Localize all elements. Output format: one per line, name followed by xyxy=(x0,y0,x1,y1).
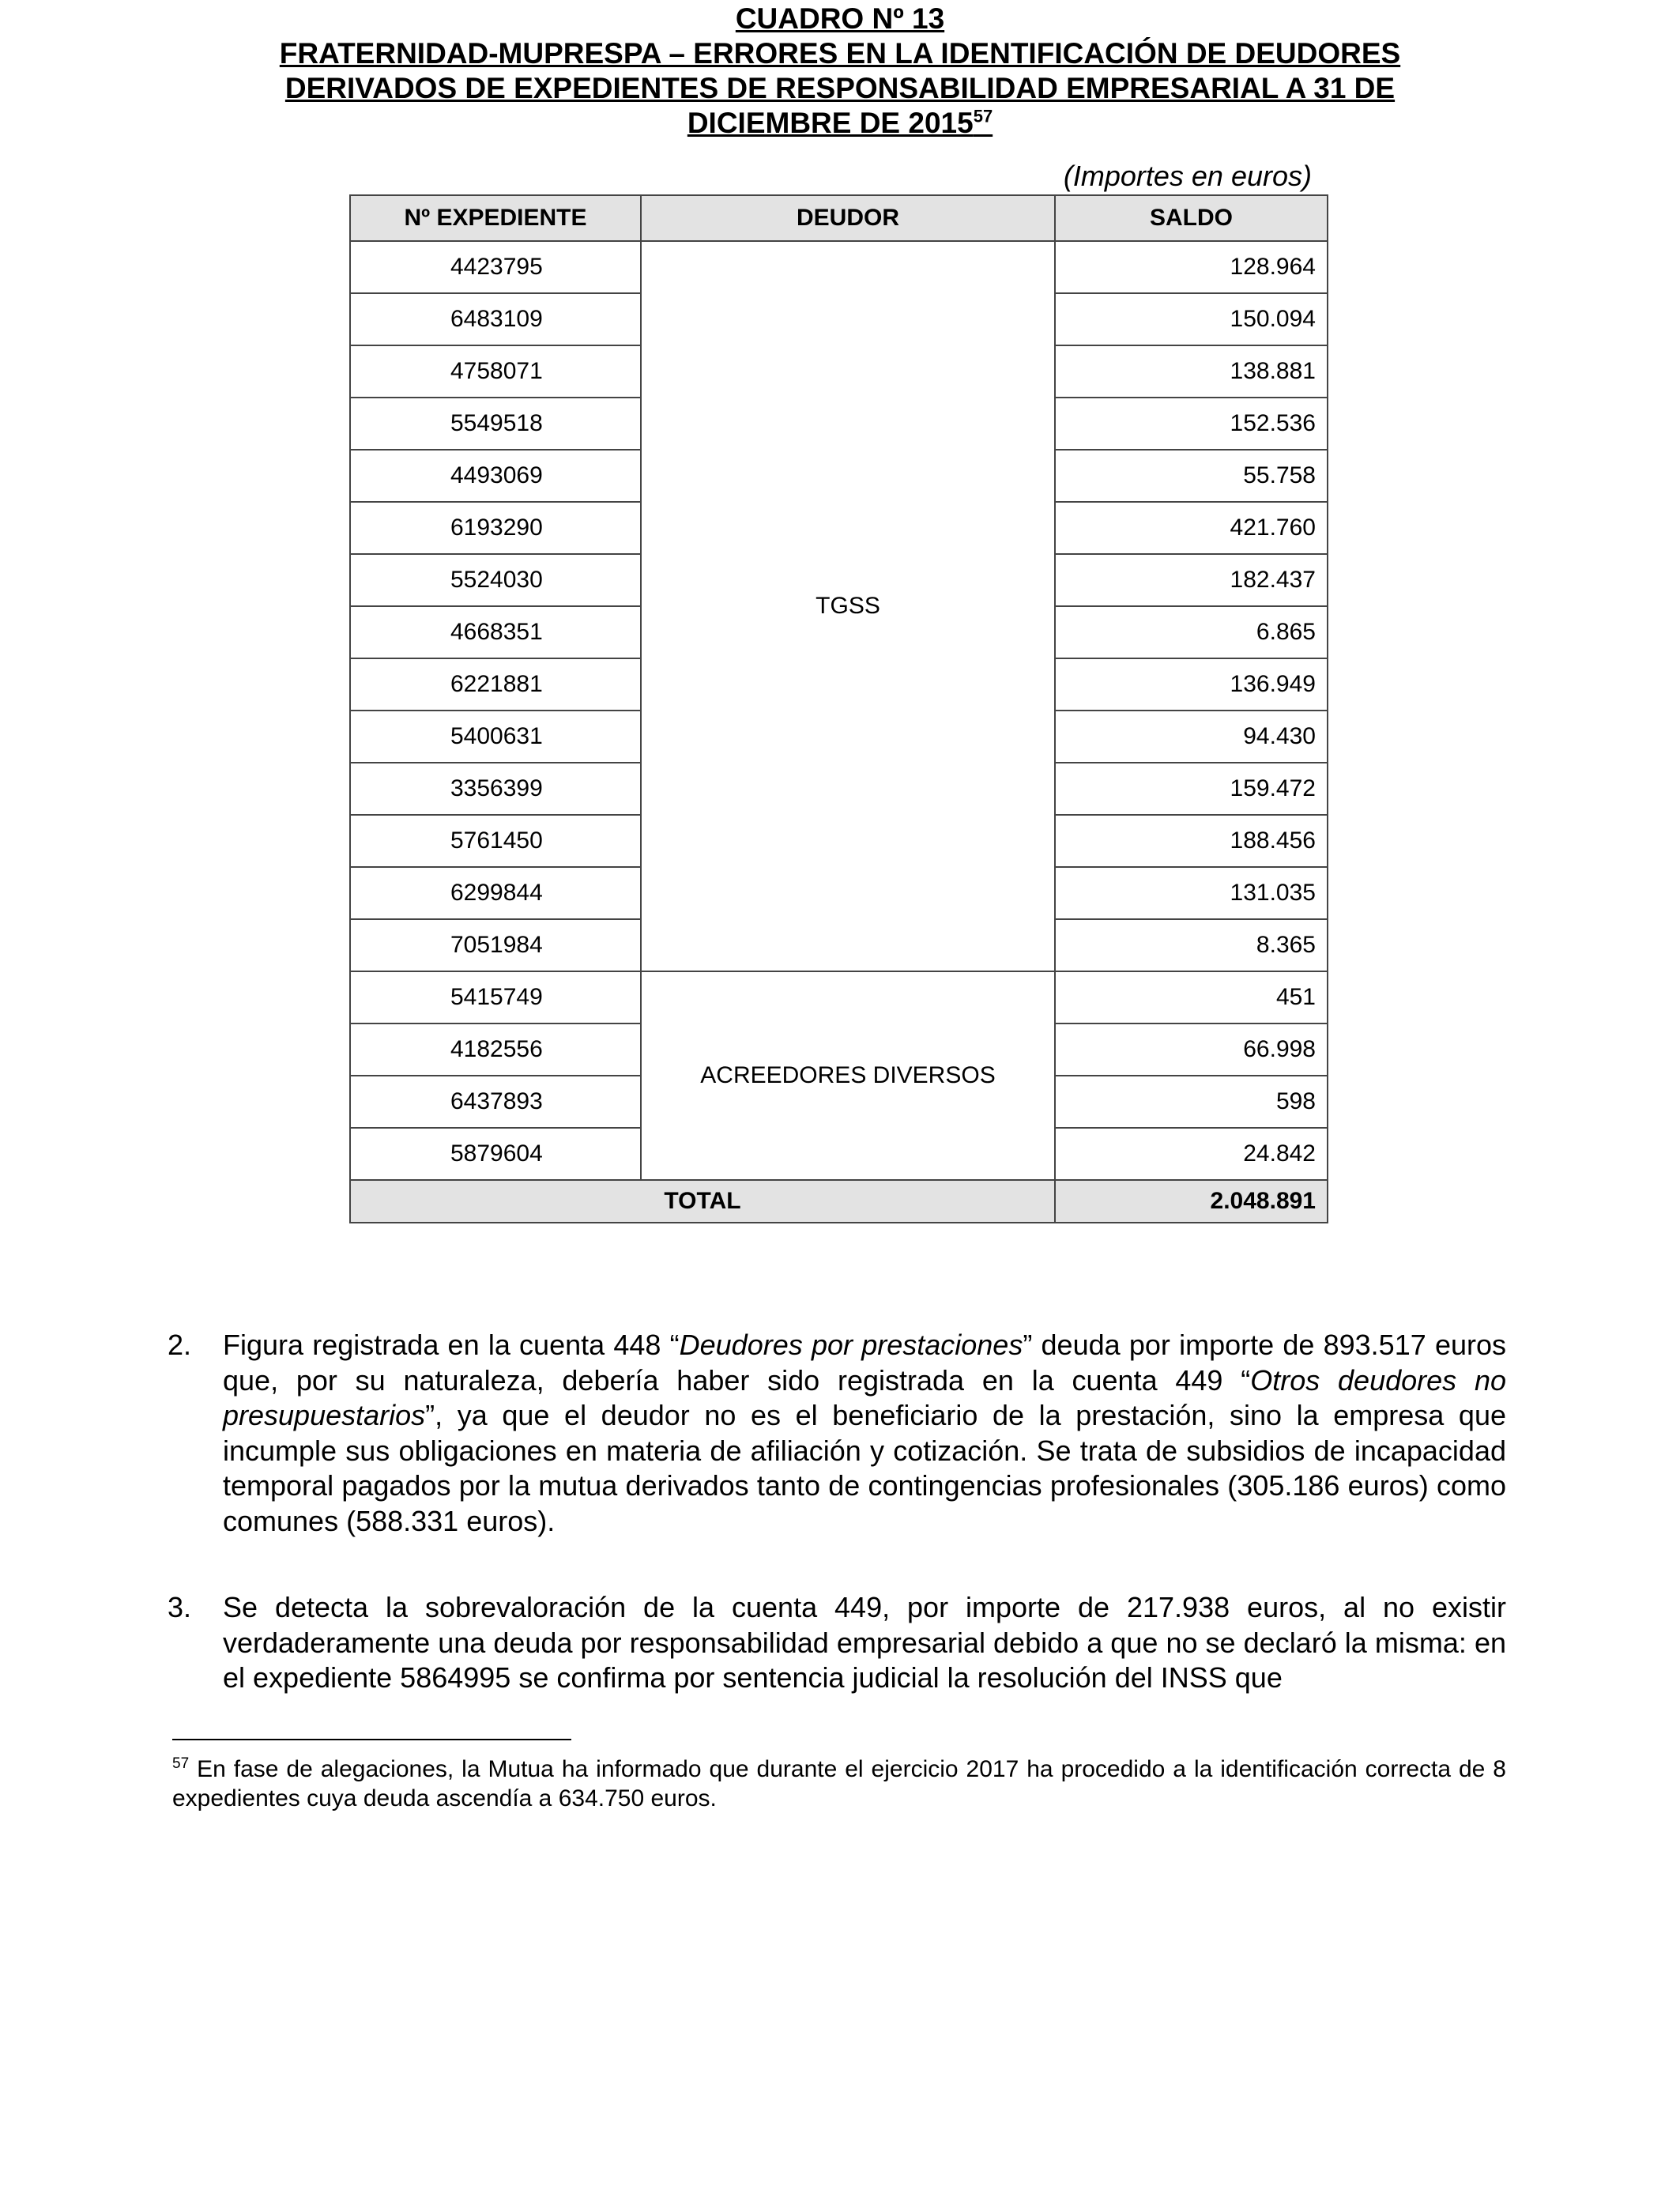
cell-expediente: 5524030 xyxy=(350,554,641,606)
cell-expediente: 5879604 xyxy=(350,1128,641,1180)
italic-account-name: Deudores por prestaciones xyxy=(679,1329,1023,1361)
footnote-separator xyxy=(172,1739,571,1740)
header-expediente: Nº EXPEDIENTE xyxy=(350,195,641,241)
cell-saldo: 152.536 xyxy=(1055,398,1328,450)
paragraph-segment: Se detecta la sobrevaloración de la cuenta 449, por importe de 217.938 euros, al no existir verdaderamente una deuda por responsabilidad empresarial debido a que no se declaró la misma: en el expediente 5864995 se confirma por sentencia judicial la resolución del INSS que xyxy=(223,1591,1506,1694)
cell-saldo: 188.456 xyxy=(1055,815,1328,867)
italic-account-name: Otros deudores no presupuestarios xyxy=(223,1363,1506,1431)
footnote-marker: 57 xyxy=(172,1755,190,1772)
cell-expediente: 6483109 xyxy=(350,293,641,345)
cell-saldo: 8.365 xyxy=(1055,919,1328,971)
cell-saldo: 182.437 xyxy=(1055,554,1328,606)
cell-saldo: 451 xyxy=(1055,971,1328,1023)
cell-saldo: 128.964 xyxy=(1055,241,1328,293)
paragraph-segment: ”, ya que el deudor no es el beneficiario de la prestación, sino la empresa que incumple sus obligaciones en materia de afiliación y cotización. Se trata de subsidios de incapacidad temporal pagados por la mutua derivados tanto de contingencias profesionales (305.186 euros) como comunes (588.331 euros). xyxy=(223,1399,1506,1537)
paragraph-segment: ” deuda por importe de 893.517 euros que, por su naturaleza, debería haber sido registrada en la cuenta 449 “ xyxy=(223,1329,1507,1397)
cell-saldo: 55.758 xyxy=(1055,450,1328,502)
cell-saldo: 598 xyxy=(1055,1076,1328,1128)
table-header-row xyxy=(350,195,1328,241)
cell-expediente: 6437893 xyxy=(350,1076,641,1128)
total-label: TOTAL xyxy=(350,1180,1055,1223)
cell-expediente: 5415749 xyxy=(350,971,641,1023)
cell-expediente: 6221881 xyxy=(350,658,641,711)
debtors-table xyxy=(349,194,1328,1223)
cell-expediente: 4182556 xyxy=(350,1023,641,1076)
cell-expediente: 4493069 xyxy=(350,450,641,502)
table-row xyxy=(350,971,1328,1023)
paragraph-2-text xyxy=(223,1328,1506,1539)
cell-expediente: 6299844 xyxy=(350,867,641,919)
cell-deudor: ACREEDORES DIVERSOS xyxy=(641,971,1055,1180)
cell-saldo: 24.842 xyxy=(1055,1128,1328,1180)
heading-line-1: CUADRO Nº 13 xyxy=(735,2,945,35)
paragraph-segment: Figura registrada en la cuenta 448 “ xyxy=(223,1329,680,1361)
cell-expediente: 7051984 xyxy=(350,919,641,971)
heading-line-4-text: DICIEMBRE DE 2015 xyxy=(687,107,974,139)
cell-deudor: TGSS xyxy=(641,241,1055,971)
cell-expediente: 6193290 xyxy=(350,502,641,554)
table-row xyxy=(350,241,1328,293)
cell-expediente: 4423795 xyxy=(350,241,641,293)
cell-expediente: 4668351 xyxy=(350,606,641,658)
total-value: 2.048.891 xyxy=(1055,1180,1328,1223)
heading-footnote-ref[interactable]: 57 xyxy=(973,106,993,126)
heading-line-2: FRATERNIDAD-MUPRESPA – ERRORES EN LA IDENTIFICACIÓN DE DEUDORES xyxy=(279,37,1401,70)
paragraph-2 xyxy=(168,1328,1507,1539)
header-deudor: DEUDOR xyxy=(641,195,1055,241)
table-body xyxy=(350,241,1328,1223)
paragraph-2-number: 2. xyxy=(168,1329,192,1361)
header-saldo: SALDO xyxy=(1055,195,1328,241)
cell-expediente: 4758071 xyxy=(350,345,641,398)
cell-saldo: 421.760 xyxy=(1055,502,1328,554)
table-heading xyxy=(158,2,1522,141)
total-row xyxy=(350,1180,1328,1223)
cell-saldo: 6.865 xyxy=(1055,606,1328,658)
paragraph-3 xyxy=(168,1590,1506,1696)
cell-saldo: 138.881 xyxy=(1055,345,1328,398)
footnote-text: En fase de alegaciones, la Mutua ha informado que durante el ejercicio 2017 ha procedido a la identificación correcta de 8 expedientes cuya deuda ascendía a 634.750 euros. xyxy=(172,1756,1506,1811)
cell-expediente: 3356399 xyxy=(350,763,641,815)
cell-saldo: 131.035 xyxy=(1055,867,1328,919)
paragraph-3-number: 3. xyxy=(168,1591,192,1623)
paragraph-3-text xyxy=(223,1590,1506,1696)
cell-saldo: 66.998 xyxy=(1055,1023,1328,1076)
footnote-57 xyxy=(172,1755,1506,1813)
cell-expediente: 5400631 xyxy=(350,711,641,763)
heading-line-3: DERIVADOS DE EXPEDIENTES DE RESPONSABILIDAD EMPRESARIAL A 31 DE xyxy=(284,72,1396,104)
heading-line-4 xyxy=(158,106,1522,141)
cell-saldo: 94.430 xyxy=(1055,711,1328,763)
cell-expediente: 5761450 xyxy=(350,815,641,867)
cell-saldo: 159.472 xyxy=(1055,763,1328,815)
units-note: (Importes en euros) xyxy=(1063,160,1312,192)
cell-expediente: 5549518 xyxy=(350,398,641,450)
cell-saldo: 136.949 xyxy=(1055,658,1328,711)
cell-saldo: 150.094 xyxy=(1055,293,1328,345)
